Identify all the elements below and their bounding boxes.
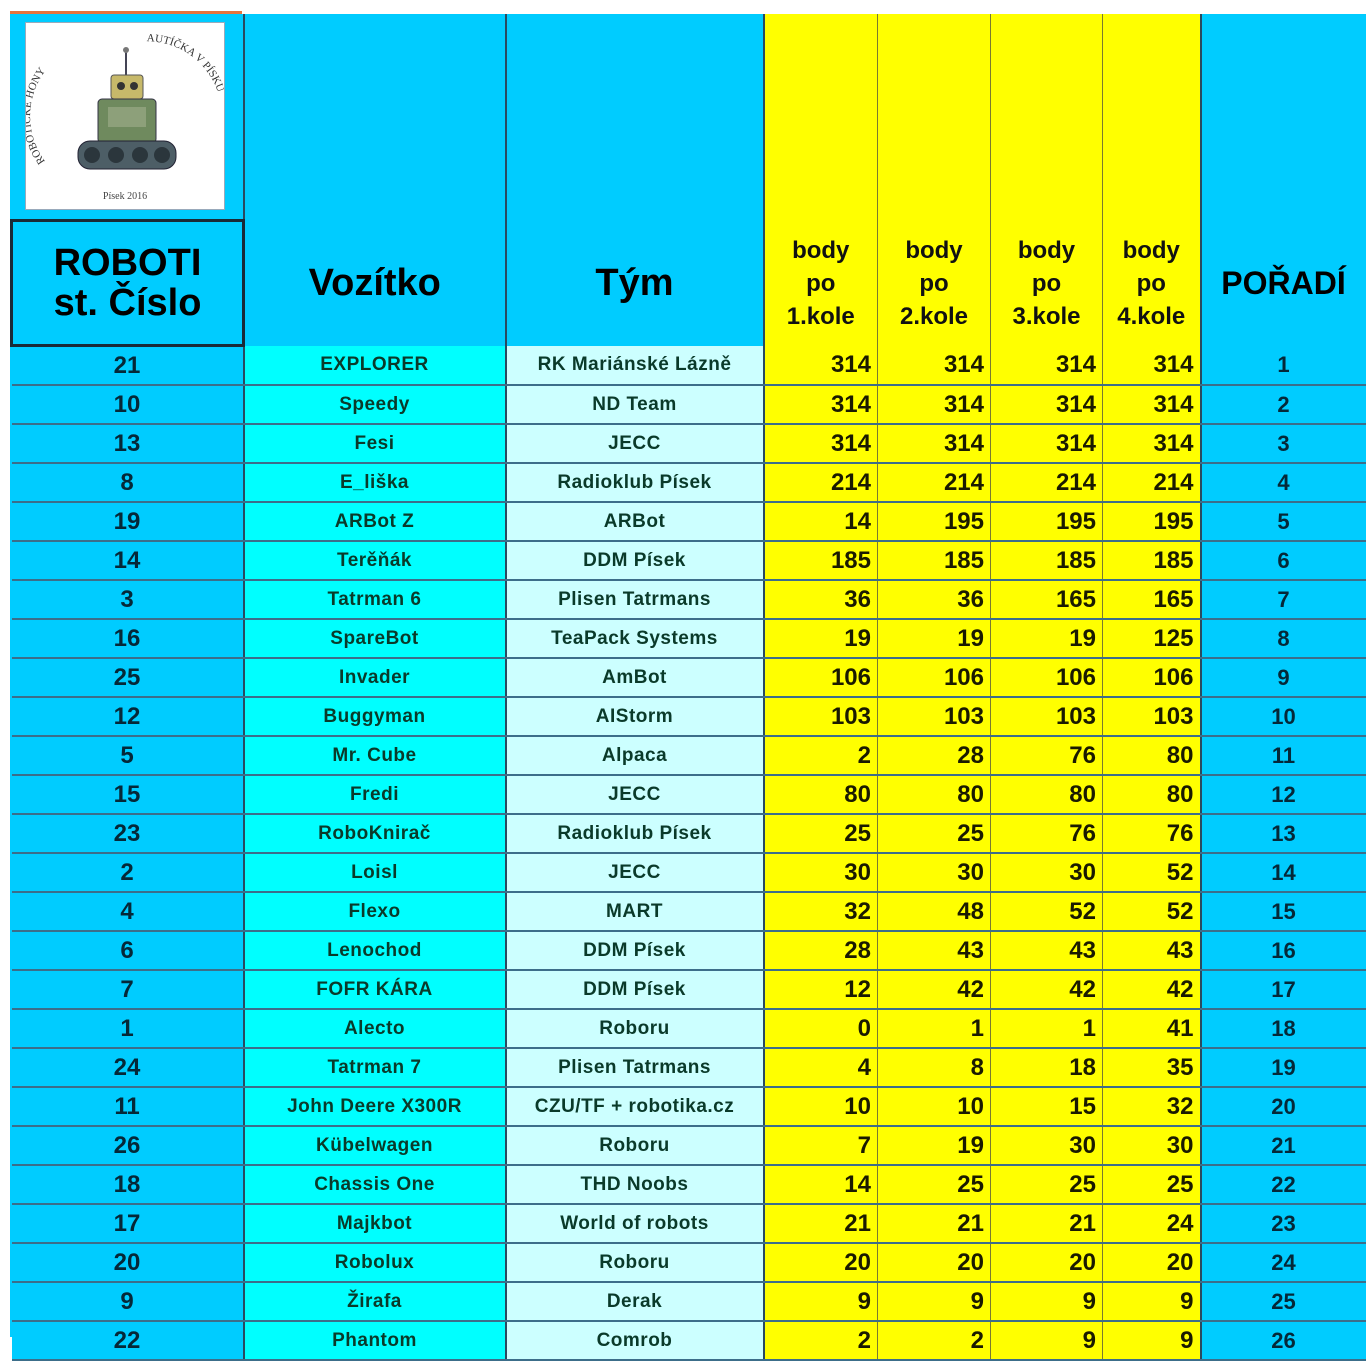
- cell-score-round-2: 19: [878, 1126, 991, 1165]
- cell-score-round-2: 28: [878, 736, 991, 775]
- table-row: [12, 1243, 1366, 1282]
- cell-poradi: 19: [1201, 1048, 1366, 1087]
- cell-vozitko: FOFR KÁRA: [244, 970, 506, 1009]
- table-row: [12, 1321, 1366, 1360]
- cell-robot-number: 15: [12, 775, 244, 814]
- cell-poradi: 12: [1201, 775, 1366, 814]
- cell-vozitko: ARBot Z: [244, 502, 506, 541]
- cell-score-round-2: 1: [878, 1009, 991, 1048]
- header-round-3: [991, 221, 1103, 346]
- empty-header-cell: [506, 14, 764, 221]
- cell-score-round-3: 314: [991, 424, 1103, 463]
- cell-vozitko: Robolux: [244, 1243, 506, 1282]
- cell-robot-number: 17: [12, 1204, 244, 1243]
- cell-tym: Roboru: [506, 1126, 764, 1165]
- cell-poradi: 15: [1201, 892, 1366, 931]
- cell-robot-number: 25: [12, 658, 244, 697]
- cell-robot-number: 6: [12, 931, 244, 970]
- cell-tym: Plisen Tatrmans: [506, 580, 764, 619]
- table-row: [12, 892, 1366, 931]
- cell-score-round-2: 30: [878, 853, 991, 892]
- cell-vozitko: Alecto: [244, 1009, 506, 1048]
- cell-tym: CZU/TF + robotika.cz: [506, 1087, 764, 1126]
- cell-score-round-4: 52: [1103, 853, 1201, 892]
- cell-score-round-3: 19: [991, 619, 1103, 658]
- cell-score-round-3: 314: [991, 385, 1103, 424]
- cell-tym: JECC: [506, 775, 764, 814]
- cell-poradi: 8: [1201, 619, 1366, 658]
- cell-vozitko: SpareBot: [244, 619, 506, 658]
- cell-score-round-1: 19: [764, 619, 878, 658]
- cell-score-round-1: 314: [764, 424, 878, 463]
- cell-score-round-1: 28: [764, 931, 878, 970]
- cell-vozitko: Fredi: [244, 775, 506, 814]
- cell-robot-number: 1: [12, 1009, 244, 1048]
- cell-score-round-3: 76: [991, 736, 1103, 775]
- cell-score-round-4: 165: [1103, 580, 1201, 619]
- cell-score-round-1: 103: [764, 697, 878, 736]
- cell-score-round-1: 80: [764, 775, 878, 814]
- cell-robot-number: 22: [12, 1321, 244, 1360]
- cell-poradi: 25: [1201, 1282, 1366, 1321]
- cell-vozitko: EXPLORER: [244, 346, 506, 386]
- cell-poradi: 18: [1201, 1009, 1366, 1048]
- table-row: [12, 463, 1366, 502]
- table-row: [12, 931, 1366, 970]
- cell-poradi: 10: [1201, 697, 1366, 736]
- cell-score-round-2: 9: [878, 1282, 991, 1321]
- cell-robot-number: 23: [12, 814, 244, 853]
- header-round-2: [878, 221, 991, 346]
- cell-tym: AIStorm: [506, 697, 764, 736]
- cell-score-round-3: 103: [991, 697, 1103, 736]
- cell-score-round-3: 1: [991, 1009, 1103, 1048]
- cell-tym: DDM Písek: [506, 970, 764, 1009]
- header-tym: Tým: [506, 221, 764, 346]
- cell-score-round-3: 195: [991, 502, 1103, 541]
- table-row: [12, 541, 1366, 580]
- cell-vozitko: Speedy: [244, 385, 506, 424]
- cell-score-round-3: 15: [991, 1087, 1103, 1126]
- cell-score-round-4: 314: [1103, 385, 1201, 424]
- cell-tym: World of robots: [506, 1204, 764, 1243]
- cell-score-round-1: 30: [764, 853, 878, 892]
- cell-score-round-3: 18: [991, 1048, 1103, 1087]
- cell-score-round-1: 9: [764, 1282, 878, 1321]
- cell-vozitko: E_liška: [244, 463, 506, 502]
- table-row: [12, 346, 1366, 386]
- cell-poradi: 24: [1201, 1243, 1366, 1282]
- cell-tym: TeaPack Systems: [506, 619, 764, 658]
- cell-score-round-2: 314: [878, 424, 991, 463]
- cell-vozitko: Kübelwagen: [244, 1126, 506, 1165]
- cell-poradi: 11: [1201, 736, 1366, 775]
- cell-tym: Roboru: [506, 1009, 764, 1048]
- cell-poradi: 23: [1201, 1204, 1366, 1243]
- cell-score-round-2: 103: [878, 697, 991, 736]
- cell-score-round-3: 185: [991, 541, 1103, 580]
- cell-score-round-2: 10: [878, 1087, 991, 1126]
- header-round-2-line: 2.kole: [899, 302, 969, 330]
- cell-score-round-1: 214: [764, 463, 878, 502]
- cell-robot-number: 24: [12, 1048, 244, 1087]
- header-round-3-line: po: [1031, 269, 1062, 297]
- cell-vozitko: Phantom: [244, 1321, 506, 1360]
- cell-vozitko: Žirafa: [244, 1282, 506, 1321]
- empty-header-cell: [764, 14, 878, 221]
- cell-tym: Derak: [506, 1282, 764, 1321]
- cell-score-round-1: 14: [764, 502, 878, 541]
- table-row: [12, 1087, 1366, 1126]
- cell-score-round-1: 14: [764, 1165, 878, 1204]
- empty-header-cell: [244, 14, 506, 221]
- cell-poradi: 14: [1201, 853, 1366, 892]
- cell-score-round-2: 25: [878, 814, 991, 853]
- cell-robot-number: 7: [12, 970, 244, 1009]
- cell-score-round-4: 314: [1103, 424, 1201, 463]
- robot-tank-icon: [26, 23, 224, 209]
- cell-score-round-3: 30: [991, 1126, 1103, 1165]
- cell-score-round-1: 314: [764, 385, 878, 424]
- cell-tym: DDM Písek: [506, 541, 764, 580]
- cell-score-round-2: 20: [878, 1243, 991, 1282]
- cell-tym: Plisen Tatrmans: [506, 1048, 764, 1087]
- cell-robot-number: 10: [12, 385, 244, 424]
- cell-score-round-1: 10: [764, 1087, 878, 1126]
- cell-score-round-4: 125: [1103, 619, 1201, 658]
- cell-poradi: 13: [1201, 814, 1366, 853]
- table-row: [12, 424, 1366, 463]
- cell-score-round-2: 106: [878, 658, 991, 697]
- cell-score-round-4: 314: [1103, 346, 1201, 386]
- cell-tym: DDM Písek: [506, 931, 764, 970]
- cell-score-round-2: 8: [878, 1048, 991, 1087]
- header-round-1-line: body: [792, 236, 850, 264]
- column-header-row: [12, 221, 1366, 346]
- spreadsheet: [10, 14, 1364, 1354]
- logo-cell: [12, 14, 244, 221]
- cell-score-round-2: 195: [878, 502, 991, 541]
- cell-robot-number: 11: [12, 1087, 244, 1126]
- cell-score-round-1: 314: [764, 346, 878, 386]
- cell-tym: Roboru: [506, 1243, 764, 1282]
- cell-tym: THD Noobs: [506, 1165, 764, 1204]
- cell-score-round-4: 25: [1103, 1165, 1201, 1204]
- cell-robot-number: 3: [12, 580, 244, 619]
- table-row: [12, 1126, 1366, 1165]
- table-row: [12, 580, 1366, 619]
- cell-tym: Radioklub Písek: [506, 814, 764, 853]
- cell-vozitko: Mr. Cube: [244, 736, 506, 775]
- cell-score-round-2: 2: [878, 1321, 991, 1360]
- cell-score-round-4: 42: [1103, 970, 1201, 1009]
- table-row: [12, 1048, 1366, 1087]
- cell-poradi: 1: [1201, 346, 1366, 386]
- cell-vozitko: Majkbot: [244, 1204, 506, 1243]
- empty-header-cell: [878, 14, 991, 221]
- cell-score-round-4: 32: [1103, 1087, 1201, 1126]
- header-round-1: [764, 221, 878, 346]
- cell-score-round-3: 43: [991, 931, 1103, 970]
- header-round-1-line: po: [806, 269, 836, 297]
- event-logo: [25, 22, 225, 210]
- cell-score-round-4: 52: [1103, 892, 1201, 931]
- cell-score-round-4: 80: [1103, 775, 1201, 814]
- cell-tym: JECC: [506, 853, 764, 892]
- cell-score-round-4: 106: [1103, 658, 1201, 697]
- cell-score-round-2: 48: [878, 892, 991, 931]
- cell-vozitko: Flexo: [244, 892, 506, 931]
- table-row: [12, 736, 1366, 775]
- table-row: [12, 814, 1366, 853]
- table-row: [12, 1165, 1366, 1204]
- empty-header-cell: [991, 14, 1103, 221]
- header-roboti-line1: ROBOTI: [53, 242, 202, 284]
- cell-score-round-4: 9: [1103, 1282, 1201, 1321]
- results-table: [10, 14, 1366, 1361]
- header-round-4: [1103, 221, 1201, 346]
- cell-poradi: 20: [1201, 1087, 1366, 1126]
- cell-poradi: 9: [1201, 658, 1366, 697]
- cell-poradi: 7: [1201, 580, 1366, 619]
- cell-score-round-2: 25: [878, 1165, 991, 1204]
- cell-robot-number: 26: [12, 1126, 244, 1165]
- cell-score-round-1: 7: [764, 1126, 878, 1165]
- cell-score-round-2: 36: [878, 580, 991, 619]
- header-round-4-line: po: [1136, 269, 1166, 297]
- cell-score-round-4: 185: [1103, 541, 1201, 580]
- cell-vozitko: Tatrman 6: [244, 580, 506, 619]
- table-row: [12, 658, 1366, 697]
- cell-score-round-1: 2: [764, 736, 878, 775]
- cell-tym: Alpaca: [506, 736, 764, 775]
- top-strip: [0, 0, 1364, 12]
- cell-score-round-3: 214: [991, 463, 1103, 502]
- cell-robot-number: 8: [12, 463, 244, 502]
- cell-score-round-3: 9: [991, 1282, 1103, 1321]
- cell-tym: MART: [506, 892, 764, 931]
- cell-score-round-2: 42: [878, 970, 991, 1009]
- cell-score-round-3: 20: [991, 1243, 1103, 1282]
- cell-vozitko: John Deere X300R: [244, 1087, 506, 1126]
- header-round-3-line: 3.kole: [1012, 302, 1081, 330]
- cell-robot-number: 20: [12, 1243, 244, 1282]
- cell-score-round-4: 35: [1103, 1048, 1201, 1087]
- cell-vozitko: RoboKnirač: [244, 814, 506, 853]
- cell-score-round-4: 30: [1103, 1126, 1201, 1165]
- cell-vozitko: Fesi: [244, 424, 506, 463]
- cell-score-round-3: 21: [991, 1204, 1103, 1243]
- header-round-2-line: po: [919, 269, 949, 297]
- header-vozitko: Vozítko: [244, 221, 506, 346]
- header-round-1-line: 1.kole: [786, 302, 855, 330]
- table-row: [12, 697, 1366, 736]
- logo-row: [12, 14, 1366, 221]
- cell-score-round-1: 185: [764, 541, 878, 580]
- cell-robot-number: 9: [12, 1282, 244, 1321]
- cell-vozitko: Lenochod: [244, 931, 506, 970]
- cell-score-round-2: 214: [878, 463, 991, 502]
- cell-robot-number: 14: [12, 541, 244, 580]
- header-round-2-line: body: [905, 236, 963, 264]
- cell-score-round-2: 19: [878, 619, 991, 658]
- cell-robot-number: 5: [12, 736, 244, 775]
- cell-score-round-1: 25: [764, 814, 878, 853]
- cell-score-round-3: 165: [991, 580, 1103, 619]
- cell-poradi: 2: [1201, 385, 1366, 424]
- cell-tym: RK Mariánské Lázně: [506, 346, 764, 386]
- cell-score-round-3: 106: [991, 658, 1103, 697]
- cell-score-round-3: 52: [991, 892, 1103, 931]
- cell-score-round-1: 21: [764, 1204, 878, 1243]
- table-row: [12, 619, 1366, 658]
- cell-score-round-2: 43: [878, 931, 991, 970]
- cell-poradi: 21: [1201, 1126, 1366, 1165]
- cell-score-round-3: 76: [991, 814, 1103, 853]
- cell-tym: ND Team: [506, 385, 764, 424]
- table-row: [12, 1009, 1366, 1048]
- cell-robot-number: 18: [12, 1165, 244, 1204]
- table-row: [12, 1204, 1366, 1243]
- cell-robot-number: 16: [12, 619, 244, 658]
- cell-score-round-4: 41: [1103, 1009, 1201, 1048]
- table-row: [12, 1282, 1366, 1321]
- table-row: [12, 775, 1366, 814]
- cell-vozitko: Terěňák: [244, 541, 506, 580]
- cell-score-round-1: 106: [764, 658, 878, 697]
- cell-robot-number: 4: [12, 892, 244, 931]
- cell-score-round-4: 20: [1103, 1243, 1201, 1282]
- cell-score-round-1: 12: [764, 970, 878, 1009]
- cell-poradi: 26: [1201, 1321, 1366, 1360]
- cell-score-round-2: 314: [878, 385, 991, 424]
- cell-score-round-4: 195: [1103, 502, 1201, 541]
- cell-score-round-1: 4: [764, 1048, 878, 1087]
- cell-tym: AmBot: [506, 658, 764, 697]
- cell-score-round-4: 76: [1103, 814, 1201, 853]
- cell-score-round-2: 185: [878, 541, 991, 580]
- cell-score-round-2: 21: [878, 1204, 991, 1243]
- cell-robot-number: 2: [12, 853, 244, 892]
- cell-tym: ARBot: [506, 502, 764, 541]
- cell-robot-number: 13: [12, 424, 244, 463]
- cell-score-round-1: 0: [764, 1009, 878, 1048]
- table-row: [12, 385, 1366, 424]
- cell-score-round-4: 80: [1103, 736, 1201, 775]
- cell-score-round-3: 25: [991, 1165, 1103, 1204]
- cell-score-round-1: 32: [764, 892, 878, 931]
- cell-tym: Radioklub Písek: [506, 463, 764, 502]
- header-round-4-line: body: [1122, 236, 1180, 264]
- header-roboti: [12, 221, 244, 346]
- header-roboti-line2: st. Číslo: [53, 282, 202, 324]
- cell-tym: JECC: [506, 424, 764, 463]
- cell-score-round-3: 9: [991, 1321, 1103, 1360]
- cell-vozitko: Buggyman: [244, 697, 506, 736]
- cell-score-round-3: 314: [991, 346, 1103, 386]
- cell-score-round-3: 80: [991, 775, 1103, 814]
- logo-caption: Písek 2016: [102, 191, 147, 202]
- cell-poradi: 3: [1201, 424, 1366, 463]
- cell-score-round-2: 80: [878, 775, 991, 814]
- cell-vozitko: Chassis One: [244, 1165, 506, 1204]
- cell-score-round-4: 24: [1103, 1204, 1201, 1243]
- cell-score-round-1: 36: [764, 580, 878, 619]
- table-row: [12, 853, 1366, 892]
- empty-header-cell: [1201, 14, 1366, 221]
- logo-arc-left: ROB ONY: [25, 65, 48, 167]
- cell-score-round-1: 2: [764, 1321, 878, 1360]
- logo-arc-right: AUTÍČKA V PÍSK: [146, 32, 223, 87]
- header-poradi: POŘADÍ: [1201, 221, 1366, 346]
- cell-poradi: 17: [1201, 970, 1366, 1009]
- cell-vozitko: Loisl: [244, 853, 506, 892]
- cell-robot-number: 19: [12, 502, 244, 541]
- table-row: [12, 502, 1366, 541]
- cell-robot-number: 12: [12, 697, 244, 736]
- cell-score-round-4: 9: [1103, 1321, 1201, 1360]
- cell-score-round-4: 43: [1103, 931, 1201, 970]
- header-round-3-line: body: [1017, 236, 1076, 264]
- cell-score-round-2: 314: [878, 346, 991, 386]
- cell-vozitko: Invader: [244, 658, 506, 697]
- cell-poradi: 4: [1201, 463, 1366, 502]
- cell-score-round-4: 214: [1103, 463, 1201, 502]
- cell-poradi: 16: [1201, 931, 1366, 970]
- table-row: [12, 970, 1366, 1009]
- cell-robot-number: 21: [12, 346, 244, 386]
- cell-tym: Comrob: [506, 1321, 764, 1360]
- cell-score-round-4: 103: [1103, 697, 1201, 736]
- cell-score-round-3: 42: [991, 970, 1103, 1009]
- empty-header-cell: [1103, 14, 1201, 221]
- cell-score-round-3: 30: [991, 853, 1103, 892]
- cell-vozitko: Tatrman 7: [244, 1048, 506, 1087]
- cell-poradi: 6: [1201, 541, 1366, 580]
- header-round-4-line: 4.kole: [1117, 302, 1186, 330]
- cell-score-round-1: 20: [764, 1243, 878, 1282]
- cell-poradi: 5: [1201, 502, 1366, 541]
- cell-poradi: 22: [1201, 1165, 1366, 1204]
